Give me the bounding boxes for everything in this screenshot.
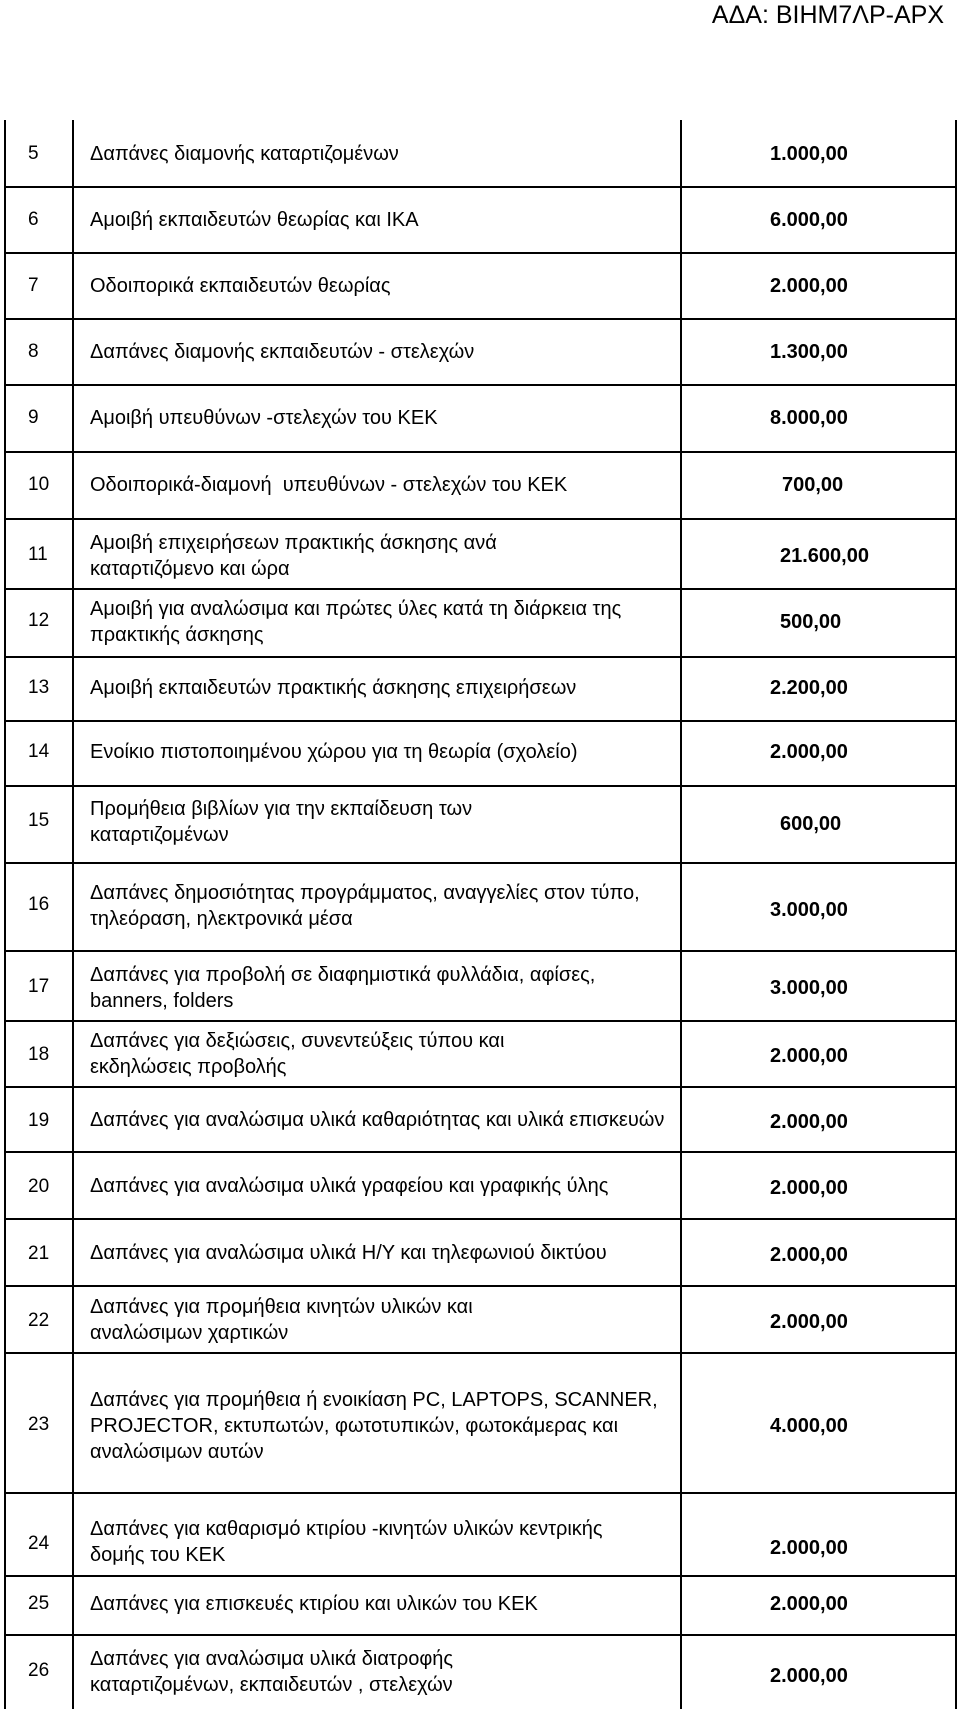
- row-description: Δαπάνες διαμονής καταρτιζομένων: [90, 143, 399, 165]
- row-number: 23: [28, 1414, 50, 1435]
- row-number: 9: [28, 407, 39, 428]
- row-amount: [770, 136, 930, 172]
- row-amount: [770, 334, 930, 370]
- row-description: Αμοιβή επιχειρήσεων πρακτικής άσκησης ανά καταρτιζόμενο και ώρα: [90, 532, 497, 580]
- row-number: 18: [28, 1044, 50, 1065]
- row-amount-text: 2.000,00: [770, 1044, 848, 1067]
- row-amount: [770, 202, 930, 238]
- row-separator: [4, 656, 957, 658]
- row-amount: [770, 1586, 930, 1622]
- row-number: 8: [28, 341, 39, 362]
- table-border-right: [955, 120, 957, 1709]
- row-separator: [4, 186, 957, 188]
- row-amount-text: 2.000,00: [770, 1664, 848, 1687]
- row-amount: [780, 798, 940, 850]
- row-amount-text: 600,00: [780, 812, 842, 835]
- row-description: Αμοιβή για αναλώσιμα και πρώτες ύλες κατά τη διάρκεια της πρακτικής άσκησης: [90, 598, 622, 646]
- row-amount: [770, 400, 930, 436]
- row-amount-text: 3.000,00: [770, 976, 848, 999]
- row-number: 6: [28, 209, 39, 230]
- row-description: Δαπάνες για αναλώσιμα υλικά καθαριότητας και υλικά επισκευών: [90, 1109, 665, 1131]
- row-amount: [770, 1096, 930, 1148]
- row-separator: [4, 252, 957, 254]
- row-separator: [4, 1575, 957, 1577]
- row-amount-text: 2.000,00: [770, 1592, 848, 1615]
- row-number: 25: [28, 1593, 50, 1614]
- row-description: Αμοιβή υπευθύνων -στελεχών του ΚΕΚ: [90, 407, 438, 429]
- row-amount-text: 2.200,00: [770, 676, 848, 699]
- row-amount: [780, 596, 940, 648]
- row-amount: [770, 1030, 930, 1082]
- row-amount-text: 2.000,00: [770, 1243, 848, 1266]
- row-amount-text: 2.000,00: [770, 1110, 848, 1133]
- row-description: Αμοιβή εκπαιδευτών θεωρίας και ΙΚΑ: [90, 209, 419, 231]
- row-description: Οδοιπορικά εκπαιδευτών θεωρίας: [90, 275, 391, 297]
- row-amount: [770, 1650, 930, 1702]
- row-description: Δαπάνες για καθαρισμό κτιρίου -κινητών υλικών κεντρικής δομής του ΚΕΚ: [90, 1518, 603, 1566]
- row-number: 20: [28, 1176, 50, 1197]
- row-description: Δαπάνες για προμήθεια ή ενοικίαση PC, LAPTOPS, SCANNER, PROJECTOR, εκτυπωτών, φωτοτυπικών, φωτοκάμερας και αναλώσιμων αυτών: [90, 1389, 658, 1463]
- row-amount: [782, 467, 942, 503]
- row-amount: [770, 884, 930, 936]
- row-description: Δαπάνες για αναλώσιμα υλικά Η/Υ και τηλεφωνιού δικτύου: [90, 1242, 607, 1264]
- row-number: 5: [28, 143, 39, 164]
- row-separator: [4, 451, 957, 453]
- row-amount: [770, 1229, 930, 1281]
- row-number: 7: [28, 275, 39, 296]
- row-amount-text: 4.000,00: [770, 1414, 848, 1437]
- row-separator: [4, 720, 957, 722]
- row-amount-text: 2.000,00: [770, 1536, 848, 1559]
- row-separator: [4, 384, 957, 386]
- row-amount: [780, 530, 940, 582]
- row-amount: [770, 268, 930, 304]
- row-amount-text: 6.000,00: [770, 208, 848, 231]
- row-description: Δαπάνες για επισκευές κτιρίου και υλικών του ΚΕΚ: [90, 1593, 538, 1615]
- row-number: 21: [28, 1243, 50, 1264]
- table-border-left: [4, 120, 6, 1709]
- row-amount: [770, 670, 930, 706]
- row-separator: [4, 588, 957, 590]
- row-amount-text: 2.000,00: [770, 274, 848, 297]
- row-separator: [4, 1151, 957, 1153]
- row-number: 14: [28, 741, 50, 762]
- row-number: 24: [28, 1533, 50, 1554]
- row-separator: [4, 518, 957, 520]
- row-separator: [4, 1352, 957, 1354]
- row-amount-text: 700,00: [782, 473, 844, 496]
- row-number: 26: [28, 1660, 50, 1681]
- row-separator: [4, 1492, 957, 1494]
- row-number: 15: [28, 810, 50, 831]
- row-description: Προμήθεια βιβλίων για την εκπαίδευση των καταρτιζομένων: [90, 798, 473, 846]
- row-description: Δαπάνες για αναλώσιμα υλικά διατροφής καταρτιζομένων, εκπαιδευτών , στελεχών: [90, 1648, 454, 1696]
- row-separator: [4, 950, 957, 952]
- row-amount-text: 1.000,00: [770, 142, 848, 165]
- row-separator: [4, 1020, 957, 1022]
- row-separator: [4, 785, 957, 787]
- row-amount-text: 500,00: [780, 610, 842, 633]
- column-divider-1: [72, 120, 74, 1709]
- row-number: 16: [28, 894, 50, 915]
- row-amount: [770, 1296, 930, 1348]
- row-description: Δαπάνες για αναλώσιμα υλικά γραφείου και γραφικής ύλης: [90, 1175, 609, 1197]
- row-amount-text: 8.000,00: [770, 406, 848, 429]
- row-number: 10: [28, 474, 50, 495]
- row-separator: [4, 862, 957, 864]
- row-number: 19: [28, 1110, 50, 1131]
- row-amount: [770, 734, 930, 770]
- row-amount-text: 2.000,00: [770, 1310, 848, 1333]
- row-separator: [4, 1634, 957, 1636]
- row-description: Δαπάνες δημοσιότητας προγράμματος, αναγγελίες στον τύπο, τηλεόραση, ηλεκτρονικά μέσα: [90, 882, 640, 930]
- row-amount-text: 3.000,00: [770, 898, 848, 921]
- row-description: Αμοιβή εκπαιδευτών πρακτικής άσκησης επιχειρήσεων: [90, 677, 577, 699]
- row-number: 17: [28, 976, 50, 997]
- row-description: Δαπάνες διαμονής εκπαιδευτών - στελεχών: [90, 341, 475, 363]
- row-number: 22: [28, 1310, 50, 1331]
- row-amount: [770, 1522, 930, 1574]
- row-amount-text: 21.600,00: [780, 544, 869, 567]
- row-separator: [4, 1218, 957, 1220]
- row-amount-text: 2.000,00: [770, 1176, 848, 1199]
- row-description: Δαπάνες για δεξιώσεις, συνεντεύξεις τύπου και εκδηλώσεις προβολής: [90, 1030, 505, 1078]
- row-separator: [4, 1086, 957, 1088]
- row-number: 12: [28, 610, 50, 631]
- row-number: 11: [28, 544, 48, 565]
- row-description: Δαπάνες για προμήθεια κινητών υλικών και αναλώσιμων χαρτικών: [90, 1296, 473, 1344]
- row-amount-text: 1.300,00: [770, 340, 848, 363]
- row-number: 13: [28, 677, 50, 698]
- row-description: Ενοίκιο πιστοποιημένου χώρου για τη θεωρία (σχολείο): [90, 741, 578, 763]
- row-amount-text: 2.000,00: [770, 740, 848, 763]
- row-amount: [770, 1400, 930, 1452]
- ada-code: ΑΔΑ: ΒΙΗΜ7ΛΡ-ΑΡΧ: [711, 1, 944, 29]
- row-description: Οδοιπορικά-διαμονή υπευθύνων - στελεχών του ΚΕΚ: [90, 474, 568, 496]
- row-description: Δαπάνες για προβολή σε διαφημιστικά φυλλάδια, αφίσες, banners, folders: [90, 964, 596, 1012]
- row-amount: [770, 1162, 930, 1214]
- row-amount: [770, 962, 930, 1014]
- row-separator: [4, 318, 957, 320]
- row-separator: [4, 1285, 957, 1287]
